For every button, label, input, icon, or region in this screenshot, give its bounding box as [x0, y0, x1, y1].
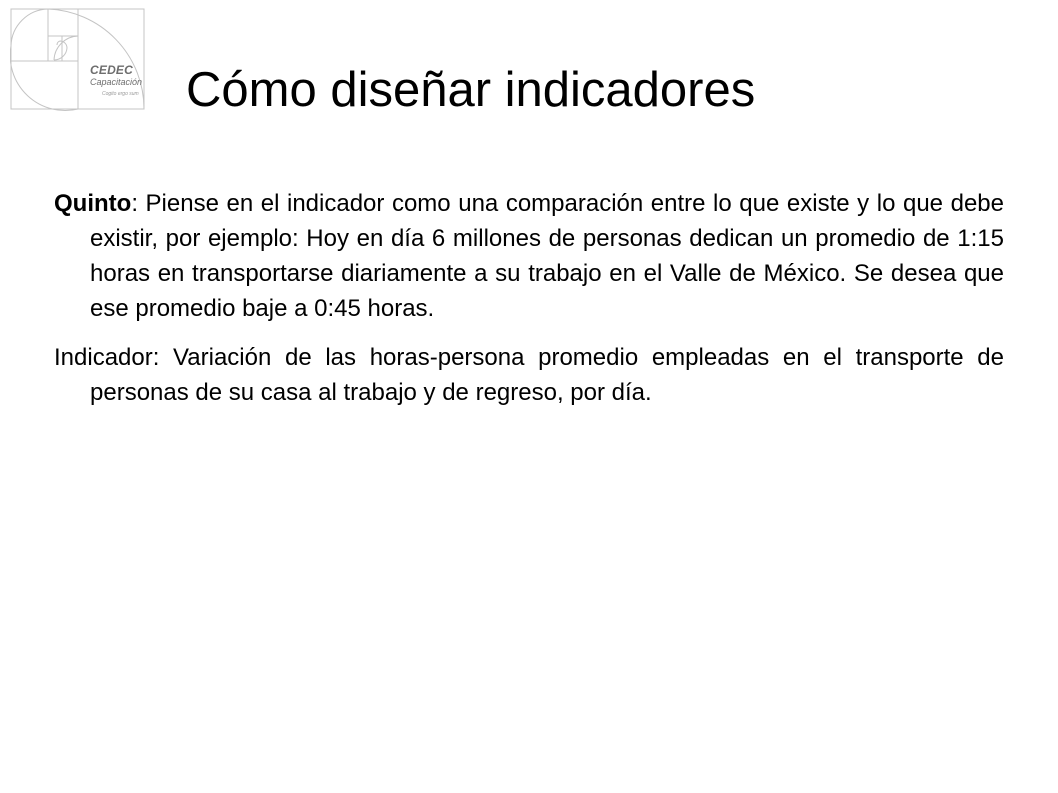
paragraph-label: Quinto	[54, 190, 132, 217]
paragraph-indicador	[54, 340, 1004, 410]
cedec-logo	[10, 8, 146, 112]
slide-body	[54, 186, 1004, 424]
paragraph-quinto	[54, 186, 1004, 326]
paragraph-text: : Piense en el indicador como una comparación entre lo que existe y lo que debe existir, por ejemplo: Hoy en día 6 millones de personas dedican un promedio de 1:15 horas en transportarse diariamente a su trabajo en el Valle de México. Se desea que ese promedio baje a 0:45 horas.	[90, 190, 1004, 322]
logo-subtitle: Capacitación	[90, 77, 143, 87]
slide-title: Cómo diseñar indicadores	[186, 63, 756, 117]
paragraph-text: Indicador: Variación de las horas-persona promedio empleadas en el transporte de personas de su casa al trabajo y de regreso, por día.	[54, 344, 1004, 406]
logo-name: CEDEC	[90, 63, 134, 77]
logo-motto: Cogito ergo sum	[102, 91, 139, 97]
